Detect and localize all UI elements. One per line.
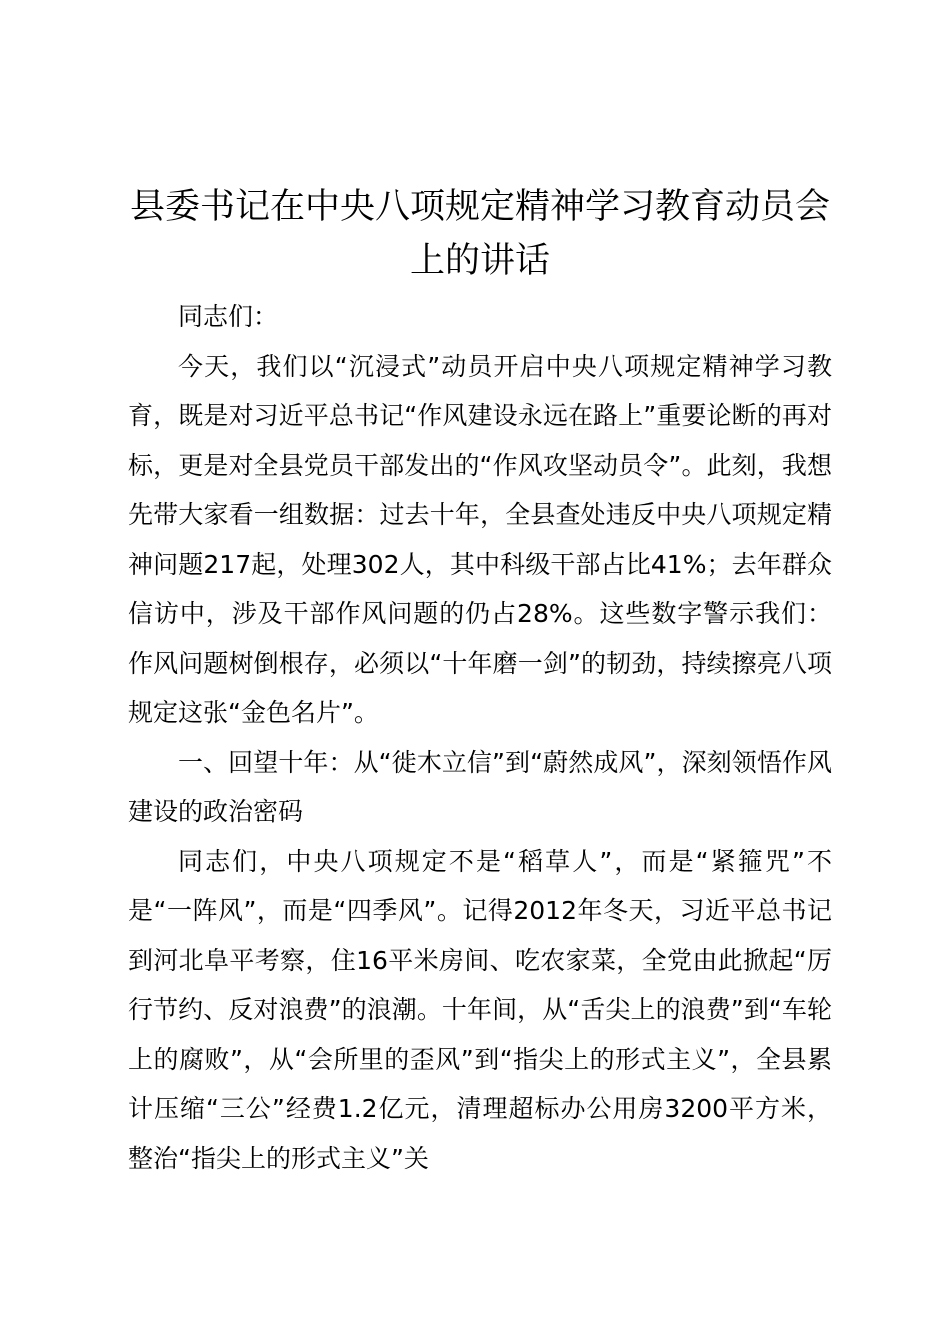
section-heading-1: 一、回望十年：从“徙木立信”到“蔚然成风”，深刻领悟作风建设的政治密码: [128, 747, 832, 826]
paragraph-intro: 今天，我们以“沉浸式”动员开启中央八项规定精神学习教育，既是对习近平总书记“作风建设永远在路上”重要论断的再对标，更是对全县党员干部发出的“作风攻坚动员令”。此刻，我想先带大家看一组数据：过去十年，全县查处违反中央八项规定精神问题217起，处理302人，其中科级干部占比41%；去年群众信访中，涉及干部作风问题的仍占28%。这些数字警示我们：作风问题树倒根存，必须以“十年磨一剑”的韧劲，持续擦亮八项规定这张“金色名片”。: [128, 351, 832, 727]
paragraph-section-1: 同志们，中央八项规定不是“稻草人”，而是“紧箍咒”不是“一阵风”，而是“四季风”。记得2012年冬天，习近平总书记到河北阜平考察，住16平米房间、吃农家菜，全党由此掀起“厉行节约、反对浪费”的浪潮。十年间，从“舌尖上的浪费”到“车轮上的腐败”，从“会所里的歪风”到“指尖上的形式主义”，全县累计压缩“三公”经费1.2亿元，清理超标办公用房3200平方米，整治“指尖上的形式主义”关: [128, 846, 832, 1173]
document-title: 县委书记在中央八项规定精神学习教育动员会上的讲话: [129, 187, 830, 281]
document-page: [128, 180, 832, 1183]
greeting: 同志们：: [178, 302, 279, 331]
